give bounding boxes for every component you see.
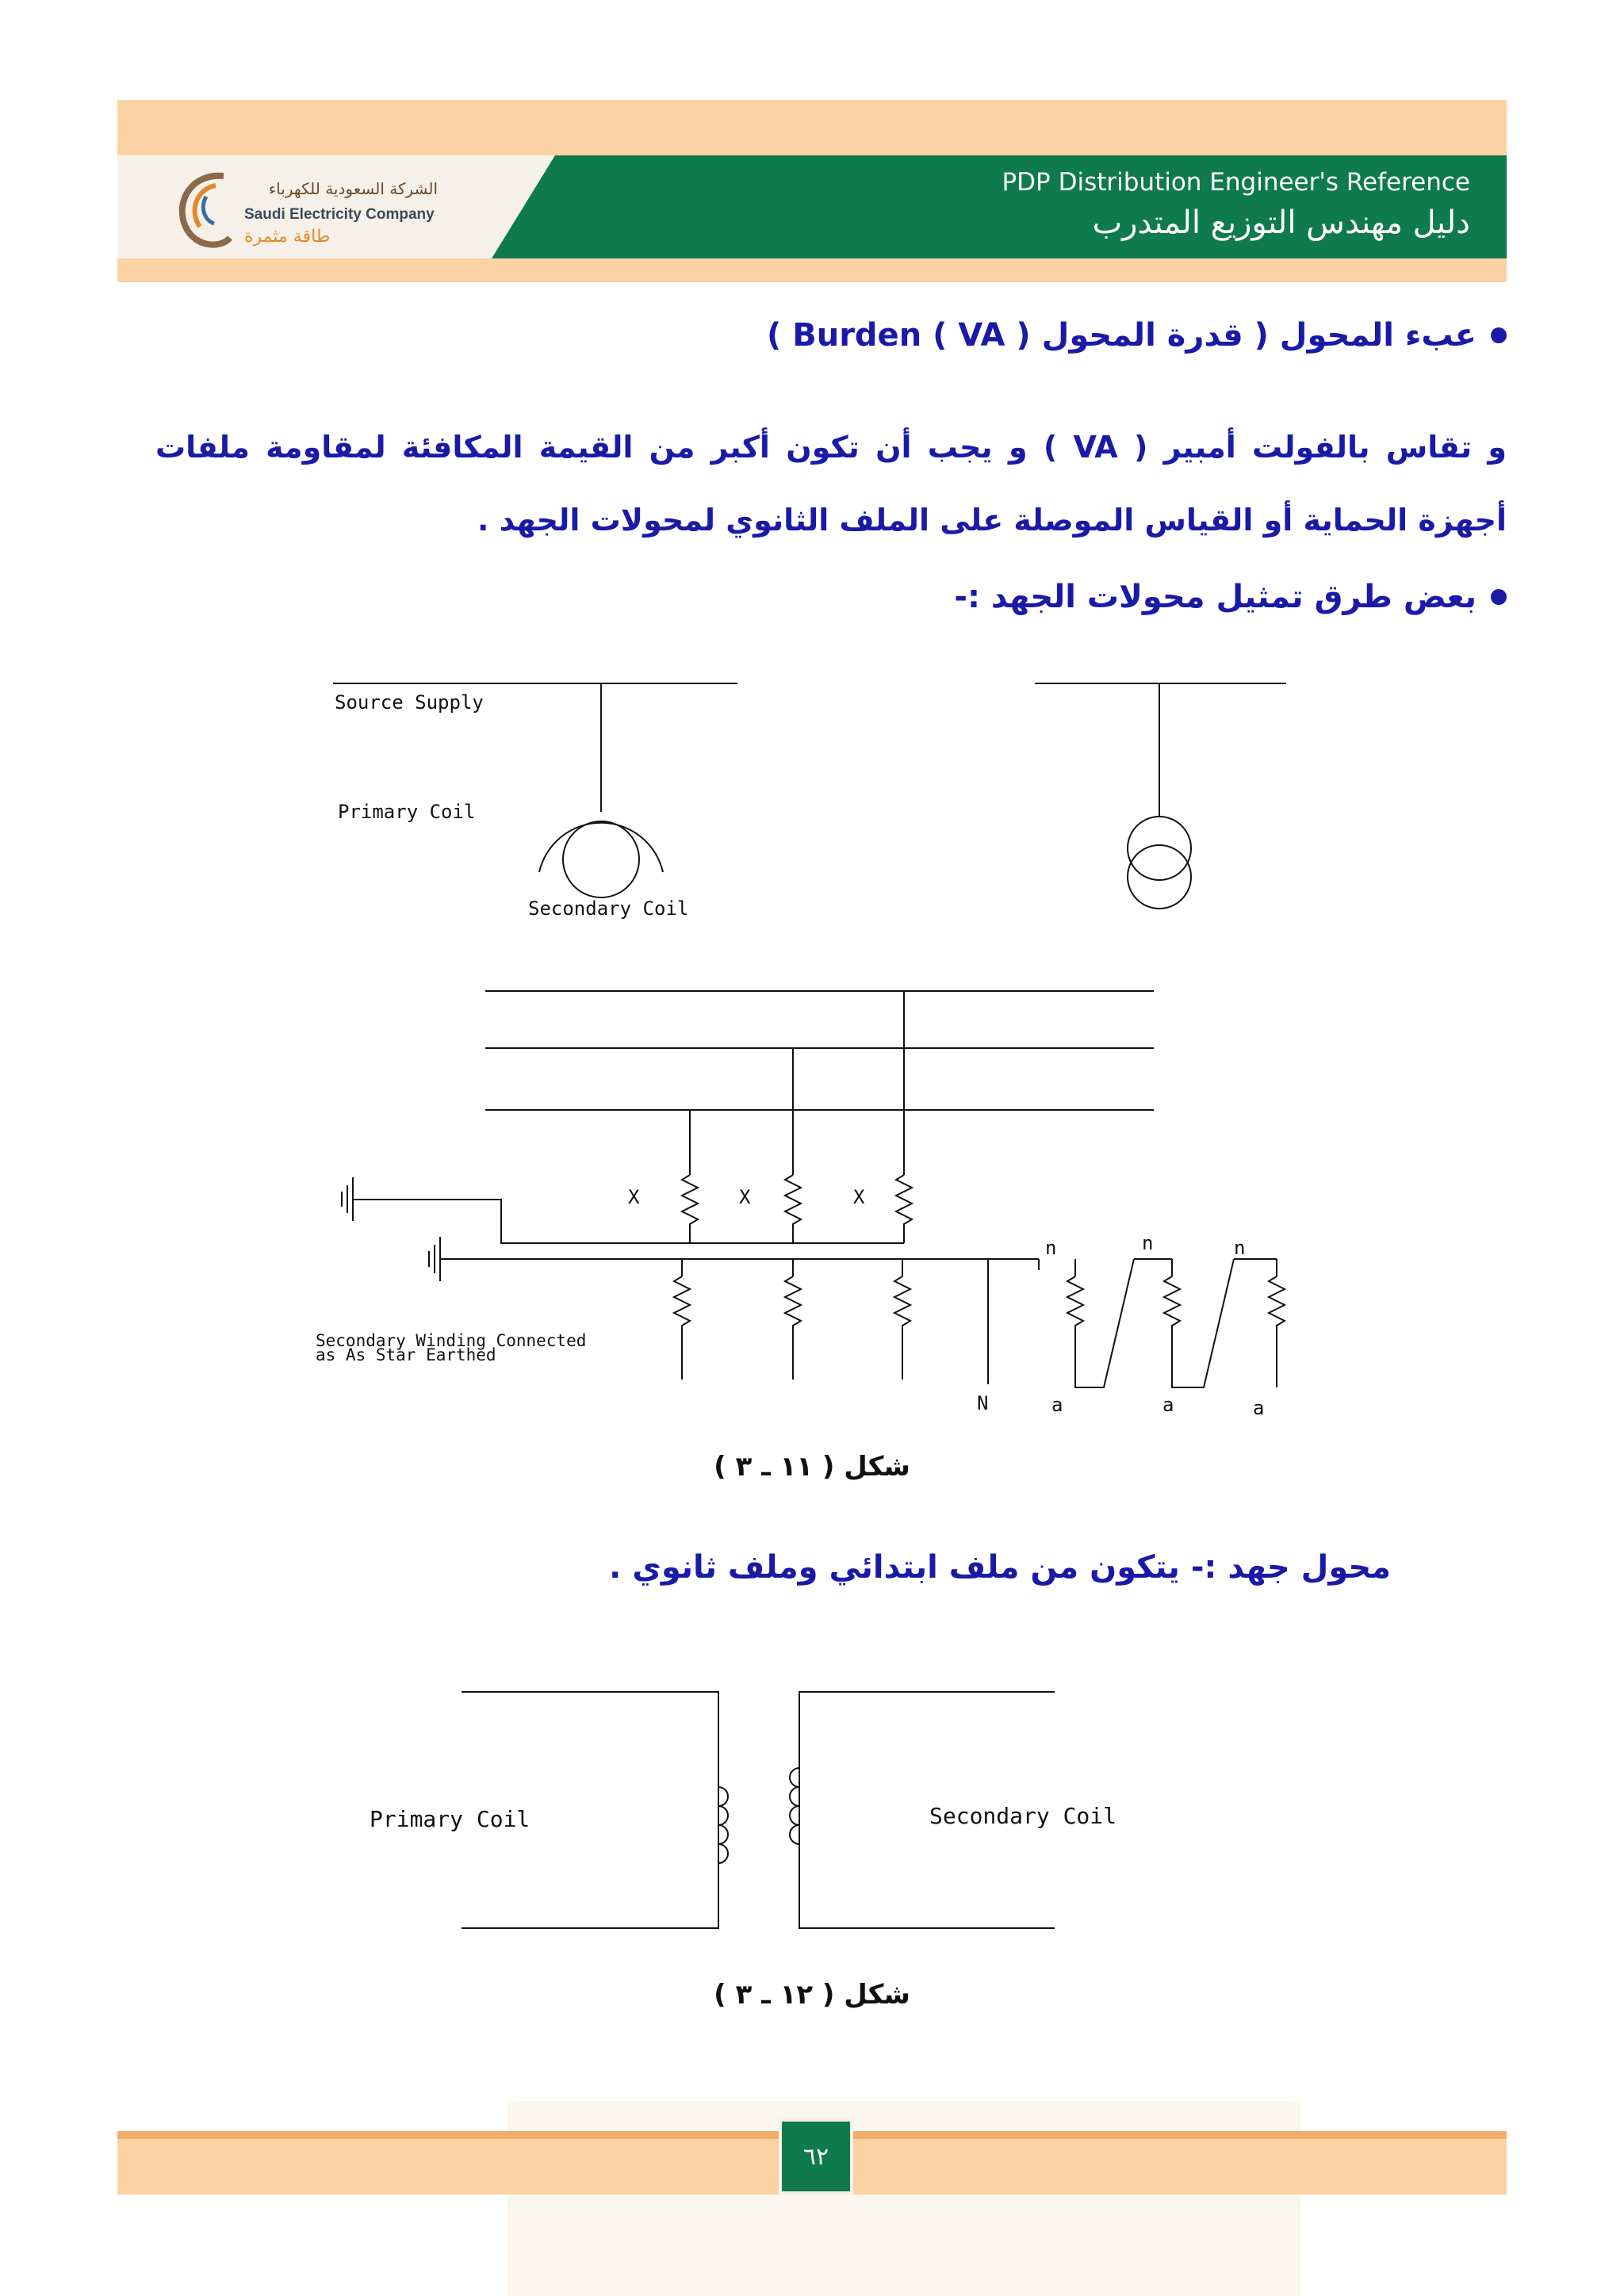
tx-lower-circle — [1128, 845, 1191, 909]
primary-winding — [718, 1787, 728, 1863]
figure-12-diagram — [349, 1673, 1142, 1942]
mark-x-1: X — [628, 1186, 640, 1208]
fig2-secondary-label: Secondary Coil — [929, 1803, 1117, 1829]
header-title-arabic: دليل مهندس التوزيع المتدرب — [1092, 205, 1470, 241]
terminal-a-3: a — [1253, 1397, 1265, 1419]
mark-x-2: X — [739, 1186, 751, 1208]
mark-n-3: n — [1234, 1237, 1246, 1259]
voltage-transformer-intro-text: محول جهد :- يتكون من ملف ابتدائي وملف ثانوي . — [609, 1549, 1391, 1586]
bullet-burden-text: عبء المحول ( قدرة المحول Burden ( VA ) ) — [767, 317, 1477, 354]
terminal-a-1: a — [1051, 1394, 1063, 1416]
mark-n-2: n — [1142, 1232, 1154, 1254]
terminal-N: N — [977, 1392, 989, 1414]
label-secondary-coil: Secondary Coil — [528, 897, 689, 920]
bullet-representation — [954, 579, 1507, 615]
page-watermark-tint — [508, 2101, 1300, 2296]
figure-11-diagram — [301, 666, 1332, 1427]
label-winding-line2: as As Star Earthed — [316, 1345, 496, 1364]
figure-12-caption — [0, 1979, 1624, 2011]
burden-paragraph: و تقاس بالفولت أمبير ( VA ) و يجب أن تكون أكبر من القيمة المكافئة لمقاومة ملفات أجهزة الحماية أو القياس الموصلة على الملف الثانوي لمحولات الجهد . — [155, 430, 1507, 538]
primary-coil-arc — [539, 823, 663, 872]
company-logo — [168, 162, 469, 255]
logo-english-name: Saudi Electricity Company — [244, 206, 435, 223]
tx-upper-circle — [1128, 817, 1191, 880]
page-number: ٦٢ — [779, 2118, 853, 2195]
mark-x-3: X — [853, 1186, 865, 1208]
secondary-coil-circle — [563, 821, 639, 897]
label-primary-coil: Primary Coil — [338, 801, 476, 823]
label-source-supply: Source Supply — [335, 691, 484, 714]
header-top-band — [117, 100, 1507, 155]
logo-swirl-icon — [168, 162, 239, 255]
fig2-primary-label: Primary Coil — [370, 1806, 530, 1832]
bullet-representation-text: بعض طرق تمثيل محولات الجهد :- — [954, 579, 1477, 615]
header-bottom-band — [117, 258, 1507, 282]
header-title-english: PDP Distribution Engineer's Reference — [1002, 168, 1470, 197]
figure-12-caption-text: شكل ( ١٢ ـ ٣ ) — [714, 1979, 910, 2011]
voltage-transformer-intro — [609, 1549, 1391, 1586]
mark-n-1: n — [1045, 1237, 1057, 1259]
logo-arabic-name: الشركة السعودية للكهرباء — [268, 179, 438, 198]
logo-tagline: طاقة مثمرة — [244, 227, 331, 247]
secondary-winding — [790, 1768, 799, 1844]
figure-11-caption — [0, 1451, 1624, 1483]
bullet-burden — [767, 317, 1507, 354]
bullet-dot-icon — [1491, 327, 1507, 343]
label-winding-line1: Secondary Winding Connected — [316, 1331, 587, 1350]
figure-11-caption-text: شكل ( ١١ ـ ٣ ) — [714, 1451, 910, 1483]
terminal-a-2: a — [1162, 1394, 1174, 1416]
bullet-dot-icon — [1491, 589, 1507, 605]
